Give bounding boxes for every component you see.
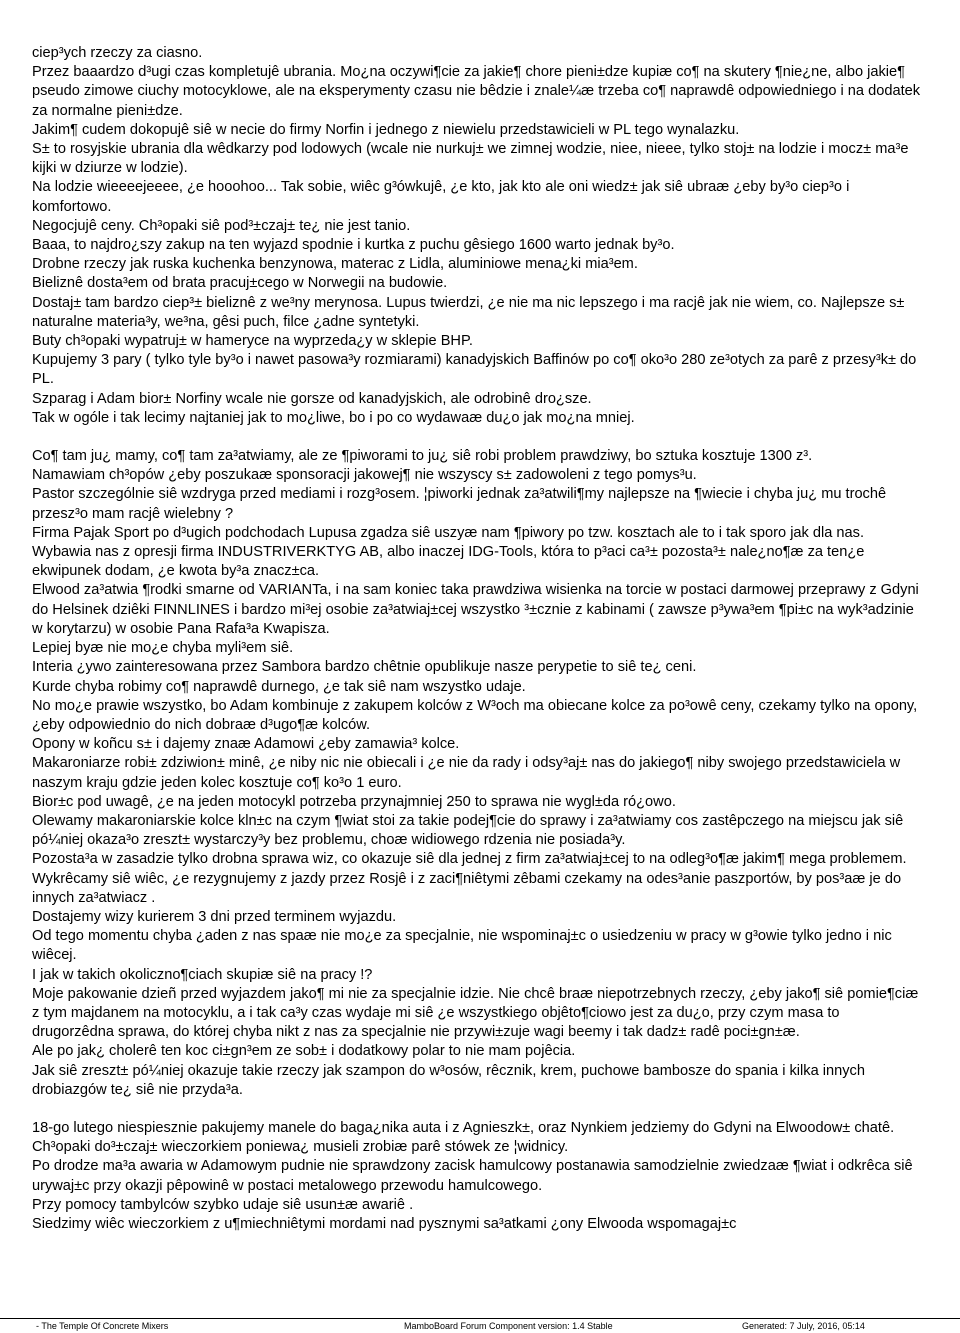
paragraph: ciep³ych rzeczy za ciasno. xyxy=(32,45,203,61)
paragraph: Tak w ogóle i tak lecimy najtaniej jak to mo¿liwe, bo i po co wydawaæ du¿o jak mo¿na mniej. xyxy=(32,409,635,426)
paragraph: Drobne rzeczy jak ruska kuchenka benzynowa, materac z Lidla, aluminiowe mena¿ki mia³em. xyxy=(32,256,638,273)
paragraph: Firma Pajak Sport po d³ugich podchodach Lupusa zgadza siê uszyæ nam ¶piwory po tzw. kosztach ale to i tak sporo jak dla nas. xyxy=(32,524,865,541)
paragraph: I jak w takich okoliczno¶ciach skupiæ siê na pracy !? xyxy=(32,966,373,983)
paragraph: Szparag i Adam bior± Norfiny wcale nie gorsze od kanadyjskich, ale odrobinê dro¿sze. xyxy=(32,390,592,407)
paragraph: Makaroniarze robi± zdziwion± minê, ¿e niby nic nie obiecali i ¿e nie da rady i odsy³aj± nas do jakiego¶ niby swojego przedstawiciela w naszym kraju gdzie jeden kolec kosztuje co¶ ko³o 1 euro. xyxy=(32,755,901,791)
paragraph: Bieliznê dosta³em od brata pracuj±cego w Norwegii na budowie. xyxy=(32,275,448,292)
paragraph: Przy pomocy tambylców szybko udaje siê usun±æ awariê . xyxy=(32,1196,414,1213)
paragraph: Kupujemy 3 pary ( tylko tyle by³o i nawet pasowa³y rozmiarami) kanadyjskich Baffinów po co¶ oko³o 280 ze³otych za parê z przesy³k± do PL. xyxy=(32,352,917,388)
paragraph: Co¶ tam ju¿ mamy, co¶ tam za³atwiamy, ale ze ¶piworami to ju¿ siê robi problem prawdziwy, bo sztuka kosztuje 1300 z³. xyxy=(32,448,813,465)
paragraph: Opony w koñcu s± i dajemy znaæ Adamowi ¿eby zamawia³ kolce. xyxy=(32,736,460,753)
paragraph: Namawiam ch³opów ¿eby poszukaæ sponsoracji jakowej¶ nie wszyscy s± zadowoleni z tego pomys³u. xyxy=(32,467,697,484)
paragraph: Dostaj± tam bardzo ciep³± bieliznê z we³ny merynosa. Lupus twierdzi, ¿e nie ma nic lepszego i ma racjê jak nie wiem, co. Najlepsze s± naturalne materia³y, we³na, gêsi puch, filce ¿adne syntetyki. xyxy=(32,294,905,330)
paragraph: Lepiej byæ nie mo¿e chyba myli³em siê. xyxy=(32,640,294,657)
paragraph: Elwood za³atwia ¶rodki smarne od VARIANTa, i na sam koniec taka prawdziwa wisienka na torcie w postaci darmowej przeprawy z Gdyni do Helsinek dziêki FINNLINES i bardzo mi³ej osobie za³atwiaj±cej wszystko ³±cznie z kabinami ( zawsze p³ywa³em ¶pi±c na wyk³adzinie w korytarzu) w osobie Pana Rafa³a Kwapisza. xyxy=(32,582,919,637)
paragraph: Bior±c pod uwagê, ¿e na jeden motocykl potrzeba przynajmniej 250 to sprawa nie wygl±da ró¿owo. xyxy=(32,793,676,810)
paragraph: Moje pakowanie dzieñ przed wyjazdem jako¶ mi nie za specjalnie idzie. Nie chcê braæ niepotrzebnych rzeczy, ¿eby jako¶ siê pomie¶ciæ z tym majdanem na motocyklu, a i tak ca³y czas wydaje mi siê ¿e wszystkiego objêto¶ciowo jest za du¿o, przy czym masa to drugorzêdna sprawa, do której chyba nikt z nas za specjalnie nie przywi±zuje wagi beemy i tak dadz± radê poci±gn±æ. xyxy=(32,985,919,1041)
paragraph: Wybawia nas z opresji firma INDUSTRIVERKTYG AB, albo inaczej IDG-Tools, która to p³aci ca³± pozosta³± nale¿no¶æ za ten¿e ekwipunek dodam, ¿e kwota by³a znacz±ca. xyxy=(32,544,865,580)
paragraph: Po drodze ma³a awaria w Adamowym pudnie nie sprawdzony zacisk hamulcowy postanawia samodzielnie zwiedzaæ ¶wiat i odkrêca siê urywaj±c przy okazji pêpowinê w postaci metalowego przewodu hamulcowego. xyxy=(32,1158,913,1194)
paragraph: Buty ch³opaki wypatruj± w hameryce na wyprzeda¿y w sklepie BHP. xyxy=(32,333,473,350)
paragraph: Siedzimy wiêc wieczorkiem z u¶miechniêtymi mordami nad pysznymi sa³atkami ¿ony Elwooda wspomagaj±c xyxy=(32,1215,737,1232)
footer-generated-date: Generated: 7 July, 2016, 05:14 xyxy=(742,1321,865,1331)
paragraph: Interia ¿ywo zainteresowana przez Sambora bardzo chêtnie opublikuje nasze perypetie to siê te¿ ceni. xyxy=(32,659,697,676)
paragraph-gap xyxy=(32,428,922,447)
paragraph: Dostajemy wizy kurierem 3 dni przed terminem wyjazdu. xyxy=(32,908,397,925)
paragraph-gap xyxy=(32,1100,922,1119)
paragraph: 18-go lutego niespiesznie pakujemy manele do baga¿nika auta i z Agnieszk±, oraz Nynkiem jedziemy do Gdyni na Elwoodow± chatê. Ch³opaki do³±czaj± wieczorkiem poniewa¿ musieli zrobiæ parê stówek ze ¦widnicy. xyxy=(32,1119,895,1156)
paragraph: Na lodzie wieeeejeeee, ¿e hooohoo... Tak sobie, wiêc g³ówkujê, ¿e kto, jak kto ale oni wiedz± jak siê ubraæ ¿eby by³o ciep³o i komfortowo. xyxy=(32,179,850,215)
paragraph: Przez baaardzo d³ugi czas kompletujê ubrania. Mo¿na oczywi¶cie za jakie¶ chore pieni±dze kupiæ co¶ na skutery ¶nie¿ne, albo jakie¶ pseudo zimowe ciuchy motocyklowe, ale na eksperymenty czasu nie bêdzie i znale¼æ trzeba co¶ naprawdê odpowiedniego i na dodatek za normalne pieni±dze. xyxy=(32,64,921,119)
paragraph: S± to rosyjskie ubrania dla wêdkarzy pod lodowych (wcale nie nurkuj± we zimnej wodzie, niee, nieee, tylko stoj± na lodzie i mocz± ma³e kijki w dziurze w lodzie). xyxy=(32,141,909,177)
paragraph: Jak siê zreszt± pó¼niej okazuje takie rzeczy jak szampon do w³osów, rêcznik, krem, puchowe bambosze do spania i kilka innych drobiazgów te¿ siê nie przyda³a. xyxy=(32,1062,865,1098)
paragraph: Pozosta³a w zasadzie tylko drobna sprawa wiz, co okazuje siê dla jednej z firm za³atwiaj±cej to na odleg³o¶æ jakim¶ mega problemem. Wykrêcamy siê wiêc, ¿e rezygnujemy z jazdy przez Rosjê i z zaci¶niêtymi zêbami czekamy na odes³anie paszportów, by pos³aæ je do innych za³atwiacz . xyxy=(32,851,907,906)
footer-site-name: - The Temple Of Concrete Mixers xyxy=(36,1321,169,1331)
paragraph: Pastor szczególnie siê wzdryga przed mediami i rozg³osem. ¦piworki jednak za³atwili¶my najlepsze na ¶wiecie i chyba ju¿ mu trochê przesz³o mam racjê wielebny ? xyxy=(32,486,887,522)
page-footer xyxy=(0,1318,960,1333)
paragraph: Kurde chyba robimy co¶ naprawdê durnego, ¿e tak siê nam wszystko udaje. xyxy=(32,678,526,695)
paragraph: Ale po jak¿ cholerê ten koc ci±gn³em ze sob± i dodatkowy polar to nie mam pojêcia. xyxy=(32,1043,576,1060)
footer-component-version: MamboBoard Forum Component version: 1.4 Stable xyxy=(404,1321,613,1331)
paragraph: No mo¿e prawie wszystko, bo Adam kombinuje z zakupem kolców z W³och ma obiecane kolce za po³owê ceny, czekamy tylko na opony, ¿eby odpowiednio do nich dobraæ d³ugo¶æ kolców. xyxy=(32,697,918,733)
paragraph: Olewamy makaroniarskie kolce kln±c na czym ¶wiat stoi za takie podej¶cie do sprawy i za³atwiamy cos zastêpczego na miejscu jak siê pó¼niej okaza³o zreszt± wystarczy³y bez problemu, choæ widiowego rdzenia nie posiada³y. xyxy=(32,812,904,849)
paragraph: Od tego momentu chyba ¿aden z nas spaæ nie mo¿e za specjalnie, nie wspominaj±c o usiedzeniu w pracy w g³owie tylko jedno i nic wiêcej. xyxy=(32,928,892,964)
paragraph: Negocjujê ceny. Ch³opaki siê pod³±czaj± te¿ nie jest tanio. xyxy=(32,217,411,234)
paragraph: Baaa, to najdro¿szy zakup na ten wyjazd spodnie i kurtka z puchu gêsiego 1600 warto jednak by³o. xyxy=(32,237,675,254)
post-body xyxy=(32,44,922,1234)
paragraph: Jakim¶ cudem dokopujê siê w necie do firmy Norfin i jednego z niewielu przedstawicieli w PL tego wynalazku. xyxy=(32,121,740,138)
